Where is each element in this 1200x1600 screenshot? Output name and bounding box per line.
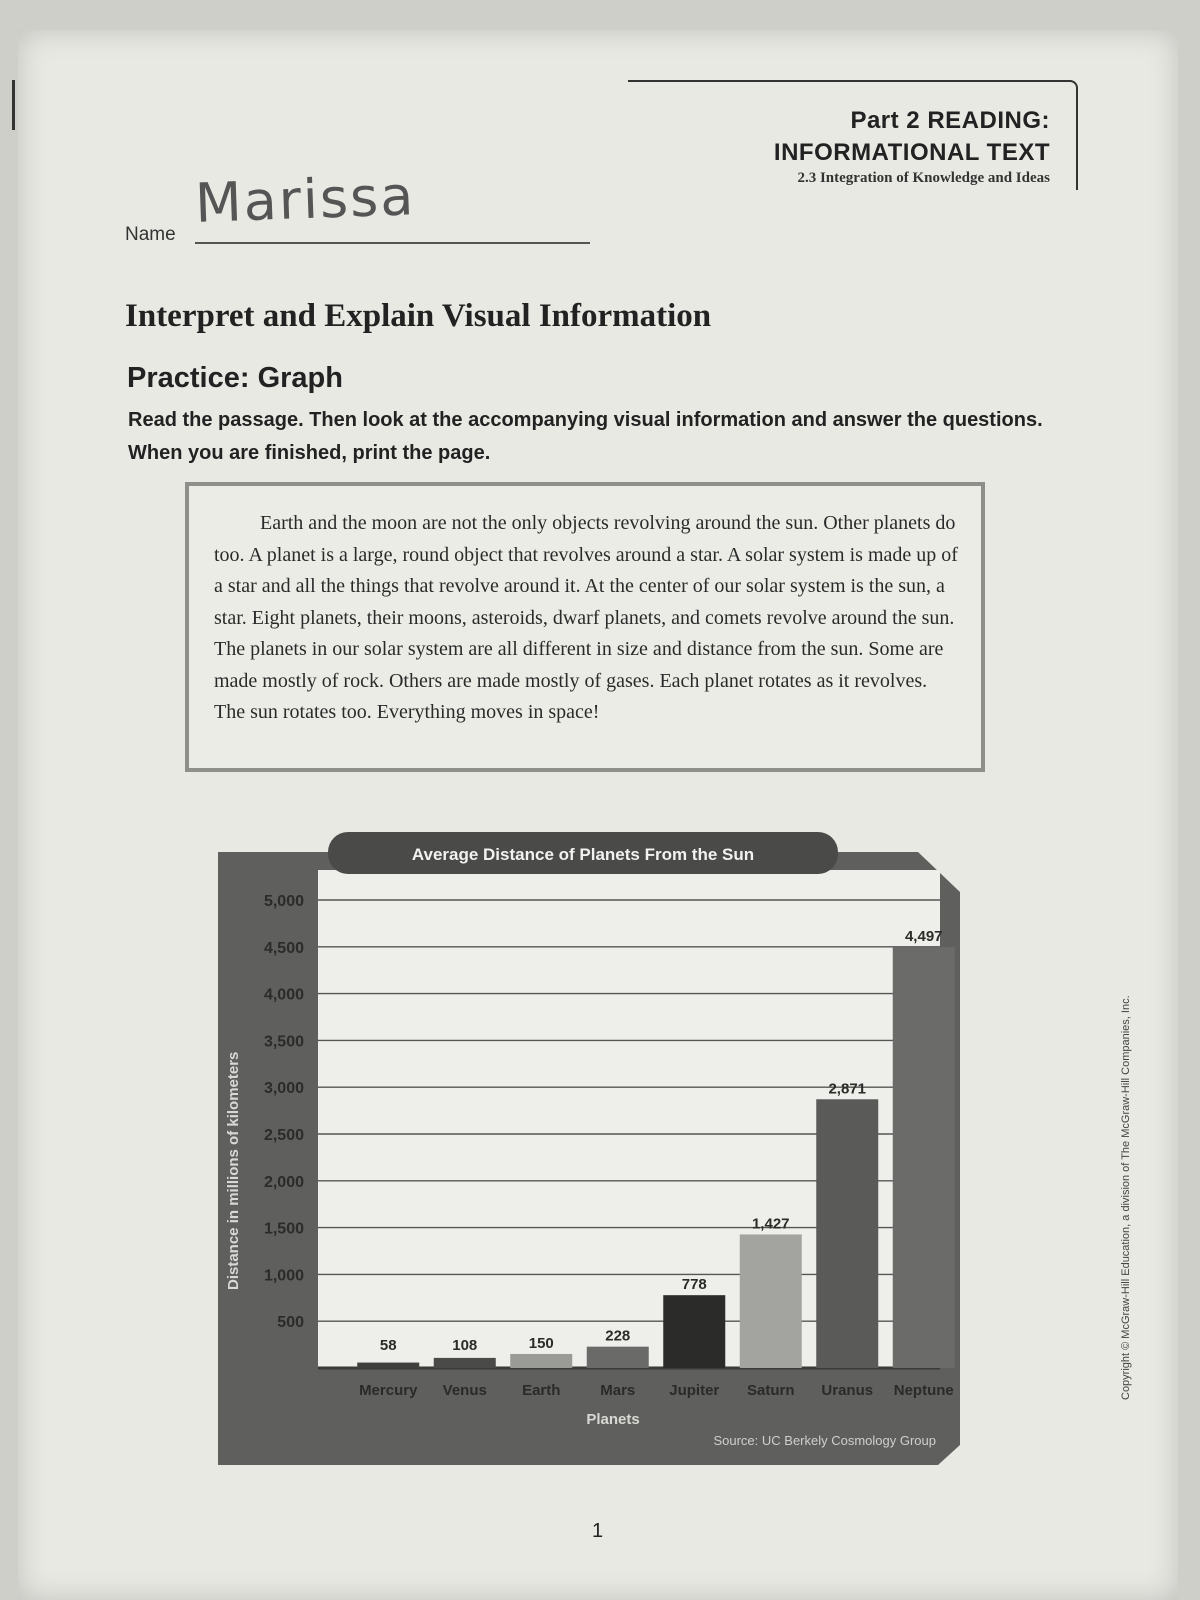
y-tick-label: 3,000 bbox=[263, 1080, 304, 1098]
chart-source: Source: UC Berkely Cosmology Group bbox=[713, 1433, 936, 1448]
practice-title: Practice: Graph bbox=[127, 362, 343, 394]
margin-mark bbox=[12, 80, 15, 130]
bar-uranus bbox=[816, 1099, 878, 1368]
value-label: 228 bbox=[605, 1327, 631, 1345]
y-tick-label: 2,500 bbox=[263, 1127, 304, 1144]
page-title: Interpret and Explain Visual Information bbox=[125, 298, 712, 334]
name-field-line[interactable] bbox=[195, 242, 590, 244]
passage-box bbox=[185, 482, 985, 772]
value-label: 58 bbox=[379, 1337, 397, 1354]
y-tick-label: 2,000 bbox=[263, 1173, 304, 1191]
y-tick-label: 500 bbox=[277, 1314, 304, 1332]
section-label: 2.3 Integration of Knowledge and Ideas bbox=[797, 170, 1050, 186]
bar-venus bbox=[434, 1358, 496, 1368]
bar-earth bbox=[510, 1354, 572, 1368]
chart-title: Average Distance of Planets From the Sun bbox=[411, 845, 755, 864]
category-label: Jupiter bbox=[669, 1382, 720, 1399]
name-label: Name bbox=[125, 224, 176, 245]
category-label: Uranus bbox=[821, 1382, 874, 1399]
value-label: 778 bbox=[681, 1276, 707, 1294]
category-label: Venus bbox=[442, 1382, 487, 1399]
y-tick-label: 1,000 bbox=[263, 1267, 304, 1285]
page-number: 1 bbox=[592, 1520, 604, 1542]
value-label: 4,497 bbox=[904, 928, 943, 946]
chart-container bbox=[218, 830, 978, 1495]
value-label: 108 bbox=[452, 1337, 478, 1354]
category-label: Mars bbox=[600, 1382, 636, 1399]
bar-neptune bbox=[893, 947, 955, 1368]
y-tick-label: 4,000 bbox=[263, 986, 304, 1004]
instructions: Read the passage. Then look at the accompanying visual information and answer the questions. When you are finished, print the page. bbox=[128, 409, 1043, 464]
part-title-line1: Part 2 READING: bbox=[850, 107, 1050, 134]
y-tick-label: 4,500 bbox=[263, 939, 304, 957]
y-axis-label: Distance in millions of kilometers bbox=[225, 1051, 242, 1290]
x-axis-label: Planets bbox=[586, 1411, 640, 1428]
bar-mars bbox=[587, 1347, 649, 1368]
category-label: Neptune bbox=[893, 1382, 954, 1399]
bar-mercury bbox=[357, 1363, 419, 1368]
y-tick-label: 3,500 bbox=[263, 1033, 304, 1051]
part-title bbox=[774, 105, 1050, 169]
value-label: 150 bbox=[528, 1334, 554, 1352]
category-label: Saturn bbox=[746, 1382, 795, 1399]
value-label: 2,871 bbox=[828, 1080, 867, 1098]
copyright-notice: Copyright © McGraw-Hill Education, a division of The McGraw-Hill Companies, Inc. bbox=[1120, 995, 1132, 1400]
passage-text: Earth and the moon are not the only objects revolving around the sun. Other planets do too. A planet is a large, round object that revolves around a star. A solar system is made up of a star and all the things that revolve around it. At the center of our solar system is the sun, a star. Eight planets, their moons, asteroids, dwarf planets, and comets revolve around the sun. The planets in our solar system are all different in size and distance from the sun. Some are made mostly of rock. Others are made mostly of gases. Each planet rotates as it revolves. The sun rotates too. Everything moves in space! bbox=[214, 512, 958, 723]
y-tick-label: 1,500 bbox=[263, 1220, 304, 1238]
category-label: Mercury bbox=[359, 1382, 418, 1399]
bar-chart bbox=[218, 830, 978, 1490]
y-tick-label: 5,000 bbox=[263, 893, 304, 910]
bar-jupiter bbox=[663, 1295, 725, 1368]
name-handwritten: Marissa bbox=[193, 164, 417, 235]
value-label: 1,427 bbox=[751, 1215, 790, 1233]
category-label: Earth bbox=[522, 1382, 561, 1399]
bar-saturn bbox=[740, 1234, 802, 1368]
part-title-line2: INFORMATIONAL TEXT bbox=[773, 139, 1050, 166]
